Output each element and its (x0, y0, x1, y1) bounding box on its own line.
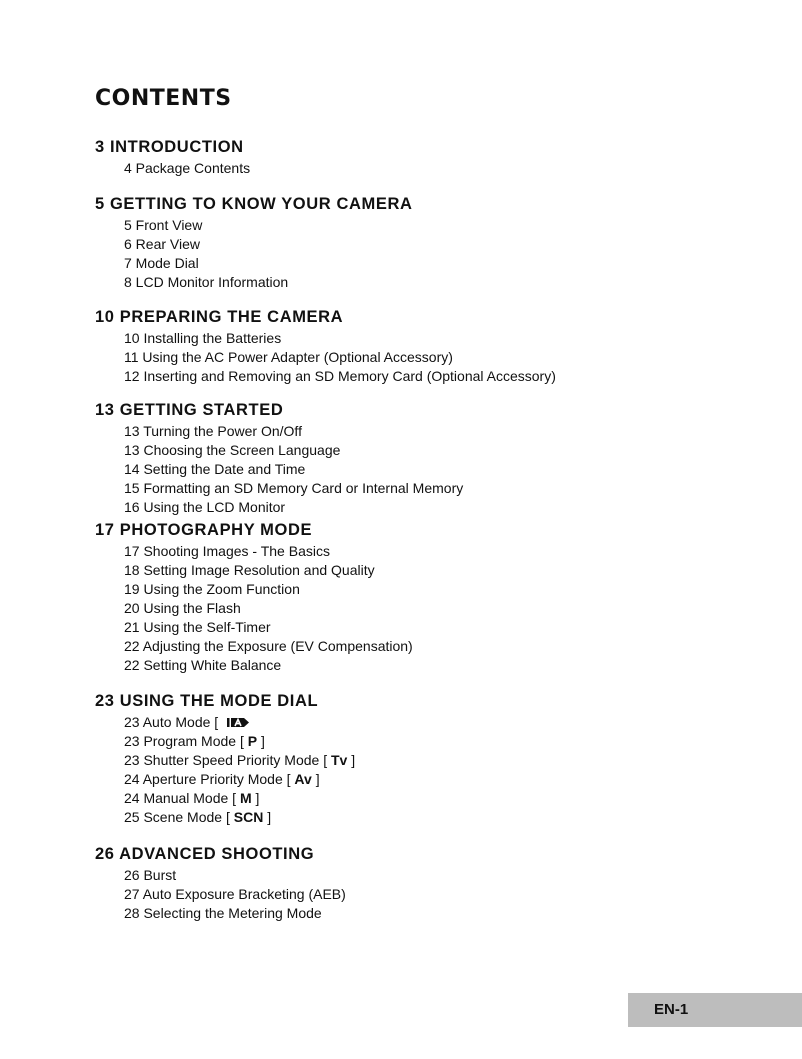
toc-item-suffix: ] (257, 733, 265, 749)
toc-item-text: 23 Shutter Speed Priority Mode [ (124, 752, 331, 768)
toc-item-text: 24 Aperture Priority Mode [ (124, 771, 295, 787)
toc-item[interactable]: 7 Mode Dial (124, 255, 199, 271)
section-heading[interactable]: 5 GETTING TO KNOW YOUR CAMERA (95, 195, 413, 213)
toc-section-getting-started (95, 400, 775, 517)
toc-section-introduction (95, 137, 775, 178)
section-heading[interactable]: 17 PHOTOGRAPHY MODE (95, 521, 313, 539)
toc-item[interactable]: 6 Rear View (124, 236, 201, 252)
mode-code: P (247, 733, 258, 749)
toc-item[interactable]: 16 Using the LCD Monitor (124, 499, 286, 515)
mode-code: SCN (233, 809, 264, 825)
toc-item-text: 23 Program Mode [ (124, 733, 248, 749)
section-heading[interactable]: 10 PREPARING THE CAMERA (95, 308, 344, 326)
section-items (95, 216, 775, 292)
toc-item[interactable]: 22 Adjusting the Exposure (EV Compensation) (124, 638, 413, 654)
mode-code: Av (294, 771, 312, 787)
toc-section-preparing (95, 307, 775, 386)
toc-section-getting-to-know (95, 194, 775, 292)
toc-item[interactable]: 10 Installing the Batteries (124, 330, 282, 346)
toc-section-mode-dial (95, 691, 775, 827)
section-items (95, 866, 775, 923)
toc-item[interactable]: 13 Choosing the Screen Language (124, 442, 341, 458)
toc-item-manual-mode[interactable] (124, 789, 775, 808)
toc-item[interactable]: 18 Setting Image Resolution and Quality (124, 562, 375, 578)
toc-item-text: 23 Auto Mode [ (124, 714, 223, 730)
toc-item-aperture-priority-mode[interactable] (124, 770, 775, 789)
toc-item[interactable]: 5 Front View (124, 217, 203, 233)
section-items (95, 159, 775, 178)
toc-item-suffix: ] (263, 809, 272, 825)
auto-mode-icon (226, 716, 250, 729)
toc-item-text: 24 Manual Mode [ (124, 790, 240, 806)
toc-item[interactable]: 17 Shooting Images - The Basics (124, 543, 330, 559)
page-number-tab (628, 993, 802, 1027)
toc-item-program-mode[interactable] (124, 732, 775, 751)
toc-item[interactable]: 20 Using the Flash (124, 600, 241, 616)
toc-item[interactable]: 21 Using the Self-Timer (124, 619, 271, 635)
toc-item[interactable]: 27 Auto Exposure Bracketing (AEB) (124, 886, 346, 902)
toc-item-shutter-priority-mode[interactable] (124, 751, 775, 770)
toc-item[interactable]: 4 Package Contents (124, 160, 251, 176)
page-title: CONTENTS (95, 86, 232, 111)
toc-item-auto-mode[interactable] (124, 713, 775, 732)
section-items (95, 542, 775, 675)
toc-item[interactable]: 13 Turning the Power On/Off (124, 423, 302, 439)
toc-item[interactable]: 28 Selecting the Metering Mode (124, 905, 322, 921)
mode-code: Tv (331, 752, 348, 768)
toc-item[interactable]: 14 Setting the Date and Time (124, 461, 306, 477)
toc-item-suffix: ] (347, 752, 356, 768)
toc-item[interactable]: 8 LCD Monitor Information (124, 274, 289, 290)
section-heading[interactable]: 3 INTRODUCTION (95, 138, 244, 156)
toc-item[interactable]: 11 Using the AC Power Adapter (Optional Accessory) (124, 349, 453, 365)
toc-item-suffix: ] (311, 771, 320, 787)
section-items (95, 329, 775, 386)
toc-item-suffix: ] (251, 790, 260, 806)
section-heading[interactable]: 26 ADVANCED SHOOTING (95, 845, 315, 863)
section-items (95, 713, 775, 827)
toc-section-photography (95, 520, 775, 675)
toc-item[interactable]: 12 Inserting and Removing an SD Memory Card (Optional Accessory) (124, 368, 556, 384)
toc-item-scene-mode[interactable] (124, 808, 775, 827)
toc-item[interactable]: 22 Setting White Balance (124, 657, 282, 673)
section-items (95, 422, 775, 517)
section-heading[interactable]: 23 USING THE MODE DIAL (95, 692, 319, 710)
toc-item[interactable]: 15 Formatting an SD Memory Card or Internal Memory (124, 480, 464, 496)
mode-code: M (239, 790, 252, 806)
toc-section-advanced (95, 844, 775, 923)
toc-item-text: 25 Scene Mode [ (124, 809, 234, 825)
page-number: EN-1 (654, 1001, 689, 1018)
toc-item[interactable]: 26 Burst (124, 867, 177, 883)
toc-item[interactable]: 19 Using the Zoom Function (124, 581, 300, 597)
section-heading[interactable]: 13 GETTING STARTED (95, 401, 284, 419)
